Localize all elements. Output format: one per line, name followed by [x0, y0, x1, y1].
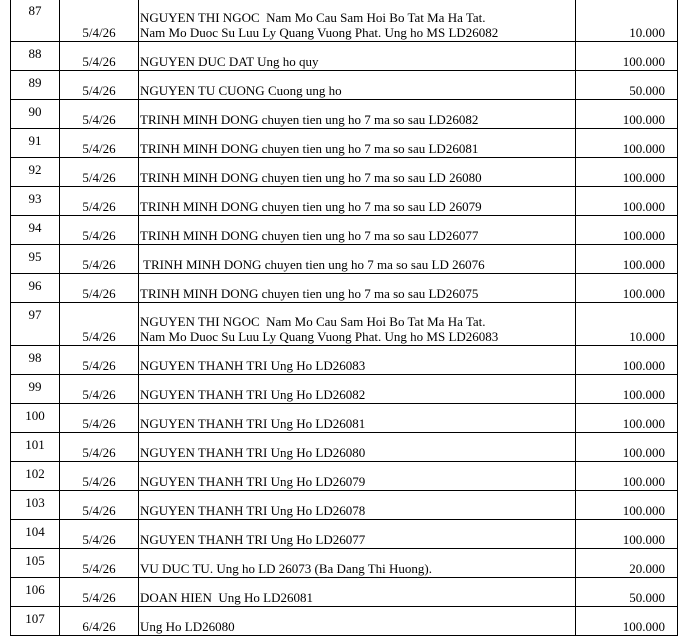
row-description — [139, 578, 576, 607]
row-amount: 100.000 — [576, 375, 678, 404]
row-number: 104 — [11, 520, 60, 549]
row-amount: 10.000 — [576, 303, 678, 346]
table-row — [11, 158, 678, 187]
row-number: 97 — [11, 303, 60, 346]
row-date: 5/4/26 — [60, 216, 139, 245]
row-date: 5/4/26 — [60, 71, 139, 100]
row-description-line: TRINH MINH DONG chuyen tien ung ho 7 ma so sau LD 26080 — [140, 170, 482, 185]
row-amount: 100.000 — [576, 433, 678, 462]
table-row — [11, 520, 678, 549]
row-description-line: DOAN HIEN Ung Ho LD26081 — [140, 590, 313, 605]
row-description — [139, 71, 576, 100]
row-description — [139, 346, 576, 375]
row-description-line: TRINH MINH DONG chuyen tien ung ho 7 ma so sau LD 26076 — [140, 257, 485, 272]
row-description — [139, 303, 576, 346]
row-description-line: NGUYEN THANH TRI Ung Ho LD26083 — [140, 358, 366, 373]
row-description — [139, 0, 576, 42]
row-number: 93 — [11, 187, 60, 216]
row-description — [139, 375, 576, 404]
row-number: 102 — [11, 462, 60, 491]
donation-table-body — [11, 0, 678, 636]
row-description — [139, 491, 576, 520]
row-date: 5/4/26 — [60, 549, 139, 578]
table-row — [11, 346, 678, 375]
row-date: 5/4/26 — [60, 433, 139, 462]
row-number: 95 — [11, 245, 60, 274]
row-description-line: NGUYEN THI NGOC Nam Mo Cau Sam Hoi Bo Tat Ma Ha Tat. — [140, 10, 486, 25]
row-description-line: TRINH MINH DONG chuyen tien ung ho 7 ma so sau LD26082 — [140, 112, 479, 127]
row-amount: 100.000 — [576, 42, 678, 71]
row-amount: 100.000 — [576, 404, 678, 433]
table-row — [11, 607, 678, 636]
row-description — [139, 158, 576, 187]
row-description-line: TRINH MINH DONG chuyen tien ung ho 7 ma so sau LD26075 — [140, 286, 479, 301]
row-description-line: VU DUC TU. Ung ho LD 26073 (Ba Dang Thi Huong). — [140, 561, 432, 576]
row-description-line: NGUYEN DUC DAT Ung ho quy — [140, 54, 319, 69]
row-description — [139, 274, 576, 303]
row-number: 91 — [11, 129, 60, 158]
row-description-line: NGUYEN THANH TRI Ung Ho LD26082 — [140, 387, 366, 402]
row-number: 99 — [11, 375, 60, 404]
table-row — [11, 578, 678, 607]
row-date: 5/4/26 — [60, 346, 139, 375]
row-number: 90 — [11, 100, 60, 129]
row-date: 5/4/26 — [60, 375, 139, 404]
row-number: 92 — [11, 158, 60, 187]
row-description-line: NGUYEN THANH TRI Ung Ho LD26077 — [140, 532, 366, 547]
row-description-line: NGUYEN THANH TRI Ung Ho LD26080 — [140, 445, 366, 460]
row-date: 5/4/26 — [60, 245, 139, 274]
row-amount: 100.000 — [576, 491, 678, 520]
row-date: 5/4/26 — [60, 303, 139, 346]
table-row — [11, 404, 678, 433]
row-description — [139, 462, 576, 491]
table-row — [11, 462, 678, 491]
table-row — [11, 433, 678, 462]
row-number: 87 — [11, 0, 60, 42]
table-row — [11, 0, 678, 42]
row-description-line: NGUYEN TU CUONG Cuong ung ho — [140, 83, 342, 98]
row-number: 88 — [11, 42, 60, 71]
row-amount: 100.000 — [576, 520, 678, 549]
table-row — [11, 71, 678, 100]
row-amount: 100.000 — [576, 346, 678, 375]
row-date: 5/4/26 — [60, 129, 139, 158]
row-number: 101 — [11, 433, 60, 462]
row-number: 96 — [11, 274, 60, 303]
row-amount: 100.000 — [576, 100, 678, 129]
table-row — [11, 129, 678, 158]
table-row — [11, 100, 678, 129]
row-amount: 100.000 — [576, 158, 678, 187]
row-description — [139, 433, 576, 462]
row-date: 5/4/26 — [60, 462, 139, 491]
row-number: 105 — [11, 549, 60, 578]
row-description — [139, 129, 576, 158]
row-number: 94 — [11, 216, 60, 245]
row-number: 100 — [11, 404, 60, 433]
row-description-line: TRINH MINH DONG chuyen tien ung ho 7 ma so sau LD26077 — [140, 228, 479, 243]
row-description — [139, 607, 576, 636]
row-number: 103 — [11, 491, 60, 520]
table-row — [11, 375, 678, 404]
row-date: 5/4/26 — [60, 42, 139, 71]
row-description-line: NGUYEN THANH TRI Ung Ho LD26081 — [140, 416, 366, 431]
row-amount: 20.000 — [576, 549, 678, 578]
row-description-line: Nam Mo Duoc Su Luu Ly Quang Vuong Phat. Ung ho MS LD26082 — [140, 25, 499, 40]
row-description — [139, 187, 576, 216]
row-date: 5/4/26 — [60, 491, 139, 520]
row-date: 5/4/26 — [60, 158, 139, 187]
row-amount: 50.000 — [576, 71, 678, 100]
row-number: 107 — [11, 607, 60, 636]
row-amount: 100.000 — [576, 129, 678, 158]
row-description-line: Ung Ho LD26080 — [140, 619, 235, 634]
row-date: 5/4/26 — [60, 100, 139, 129]
table-row — [11, 216, 678, 245]
row-description — [139, 404, 576, 433]
row-number: 106 — [11, 578, 60, 607]
row-description — [139, 100, 576, 129]
row-amount: 100.000 — [576, 462, 678, 491]
donation-table — [10, 0, 678, 636]
table-row — [11, 42, 678, 71]
row-description-line: TRINH MINH DONG chuyen tien ung ho 7 ma so sau LD 26079 — [140, 199, 482, 214]
row-description-line: Nam Mo Duoc Su Luu Ly Quang Vuong Phat. Ung ho MS LD26083 — [140, 329, 499, 344]
row-description — [139, 42, 576, 71]
row-date: 5/4/26 — [60, 520, 139, 549]
row-description — [139, 549, 576, 578]
row-description — [139, 245, 576, 274]
row-date: 5/4/26 — [60, 0, 139, 42]
row-description-line: NGUYEN THANH TRI Ung Ho LD26078 — [140, 503, 366, 518]
row-description — [139, 520, 576, 549]
row-amount: 100.000 — [576, 274, 678, 303]
row-amount: 10.000 — [576, 0, 678, 42]
row-amount: 100.000 — [576, 216, 678, 245]
row-description — [139, 216, 576, 245]
row-description-line: NGUYEN THI NGOC Nam Mo Cau Sam Hoi Bo Tat Ma Ha Tat. — [140, 314, 486, 329]
table-row — [11, 187, 678, 216]
table-row — [11, 245, 678, 274]
row-amount: 50.000 — [576, 578, 678, 607]
row-date: 5/4/26 — [60, 274, 139, 303]
table-row — [11, 549, 678, 578]
row-amount: 100.000 — [576, 187, 678, 216]
row-date: 5/4/26 — [60, 578, 139, 607]
table-row — [11, 491, 678, 520]
row-description-line: NGUYEN THANH TRI Ung Ho LD26079 — [140, 474, 366, 489]
row-number: 98 — [11, 346, 60, 375]
row-amount: 100.000 — [576, 245, 678, 274]
table-row — [11, 303, 678, 346]
row-number: 89 — [11, 71, 60, 100]
row-date: 5/4/26 — [60, 404, 139, 433]
row-description-line: TRINH MINH DONG chuyen tien ung ho 7 ma so sau LD26081 — [140, 141, 479, 156]
row-date: 5/4/26 — [60, 187, 139, 216]
row-amount: 100.000 — [576, 607, 678, 636]
row-date: 6/4/26 — [60, 607, 139, 636]
table-row — [11, 274, 678, 303]
